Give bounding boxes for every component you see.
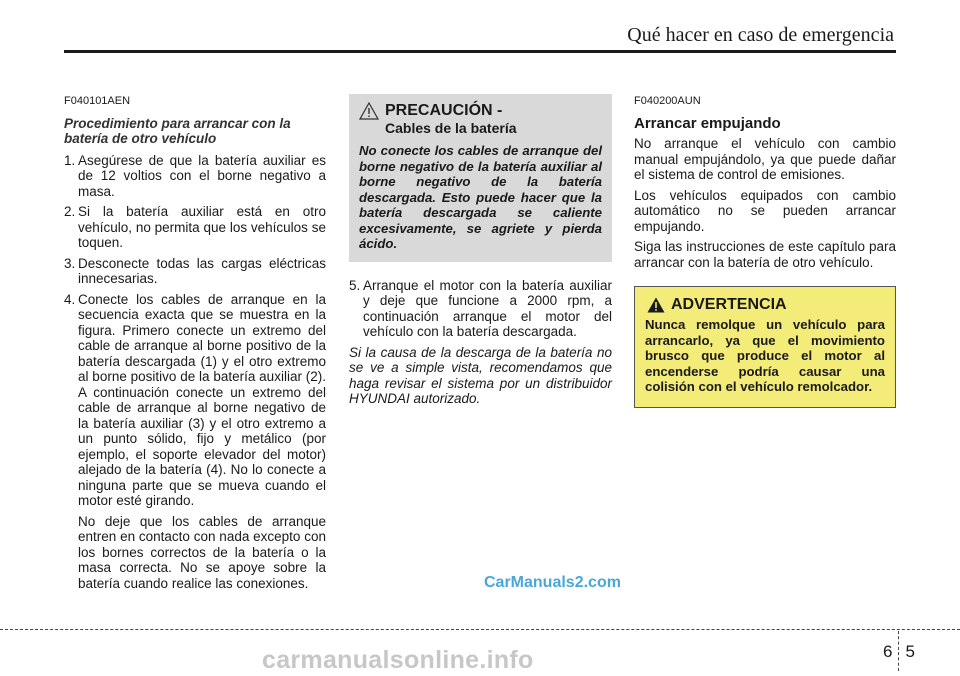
item-number: 3. bbox=[64, 255, 76, 271]
list-item bbox=[64, 256, 326, 287]
caution-box bbox=[349, 94, 612, 262]
section-code: F040200AUN bbox=[634, 95, 701, 107]
caution-subtitle: Cables de la batería bbox=[385, 120, 517, 136]
warning-box bbox=[634, 286, 896, 408]
list-item bbox=[64, 153, 326, 200]
item-number: 1. bbox=[64, 152, 76, 168]
warning-triangle-icon bbox=[647, 297, 665, 313]
list-item bbox=[64, 292, 326, 509]
item-text: Si la batería auxiliar está en otro vehículo, no permita que los vehículos se toquen. bbox=[78, 204, 326, 250]
warning-header bbox=[647, 297, 885, 313]
extra-paragraph: No deje que los cables de arranque entren en contacto con nada excepto con los bornes correctos de la batería o la masa correcta. No se apoye sobre la batería cuando realice las conexiones. bbox=[78, 513, 326, 591]
section-title: Arrancar empujando bbox=[634, 114, 781, 132]
watermark: CarManuals2.com bbox=[484, 574, 621, 591]
item-text: Arranque el motor con la batería auxiliar y deje que funcione a 2000 rpm, a continuación arranque el motor del vehículo con la batería descargada. bbox=[363, 277, 612, 339]
list-item bbox=[349, 278, 612, 340]
footer-rule bbox=[0, 629, 960, 630]
middle-column bbox=[349, 94, 612, 412]
caution-title: PRECAUCIÓN - bbox=[385, 102, 503, 119]
paragraph: No arranque el vehículo con cambio manual empujándolo, ya que puede dañar el sistema de control de emisiones. bbox=[634, 136, 896, 182]
page-number-separator bbox=[898, 631, 899, 671]
item-text: Asegúrese de que la batería auxiliar es de 12 voltios con el borne negativo a masa. bbox=[78, 152, 326, 199]
left-column bbox=[64, 94, 326, 596]
paragraph: Los vehículos equipados con cambio automático no se pueden arrancar empujando. bbox=[634, 187, 896, 234]
paragraph: Siga las instrucciones de este capítulo para arrancar con la batería de otro vehículo. bbox=[634, 239, 896, 270]
page-header-title: Qué hacer en caso de emergencia bbox=[627, 24, 894, 46]
chapter-number: 6 bbox=[883, 642, 893, 661]
item-number: 5. bbox=[349, 277, 361, 293]
item-text: Desconecte todas las cargas eléctricas innecesarias. bbox=[78, 255, 326, 286]
section-code: F040101AEN bbox=[64, 95, 131, 107]
item-number: 4. bbox=[64, 291, 76, 307]
note-paragraph: Si la causa de la descarga de la batería no se ve a simple vista, recomendamos que haga revisar el sistema por un distribuidor HYUNDAI autorizado. bbox=[349, 344, 612, 406]
item-text: Conecte los cables de arranque en la secuencia exacta que se muestra en la figura. Primero conecte un extremo del cable de arranque al borne positivo de la batería descargada (1) y el otro extremo al borne positivo de la batería auxiliar (2). A continuación conecte un extremo del cable de arranque al borne negativo de la batería auxiliar (3) y el otro extremo a un punto sólido, fijo y metálico (por ejemplo, el soporte elevador del motor) alejado de la batería (4). No lo conecte a ninguna parte que se mueva cuando el motor esté girando. bbox=[78, 291, 326, 508]
steps-list bbox=[64, 153, 326, 509]
item-number: 2. bbox=[64, 204, 76, 219]
list-item bbox=[64, 204, 326, 251]
section-subheading: Procedimiento para arrancar con la batería de otro vehículo bbox=[64, 115, 291, 146]
warning-body: Nunca remolque un vehículo para arrancarlo, ya que el movimiento brusco que produce el motor al encenderse podría causar una colisión con el vehículo remolcador. bbox=[645, 317, 885, 394]
site-footer-watermark: carmanualsonline.info bbox=[262, 646, 534, 674]
header-rule bbox=[64, 50, 896, 53]
caution-body: No conecte los cables de arranque del borne negativo de la batería auxiliar al borne negativo de la batería descargada. Esto puede hacer que la batería descargada se caliente excesivamente, se agriete y pierda ácido. bbox=[359, 143, 602, 251]
warning-title: ADVERTENCIA bbox=[671, 296, 787, 314]
steps-list-continued bbox=[349, 278, 612, 340]
caution-triangle-icon bbox=[359, 102, 379, 120]
caution-header bbox=[359, 102, 602, 137]
page-number bbox=[883, 633, 915, 671]
right-column bbox=[634, 94, 896, 408]
page-number-value: 5 bbox=[905, 642, 915, 661]
